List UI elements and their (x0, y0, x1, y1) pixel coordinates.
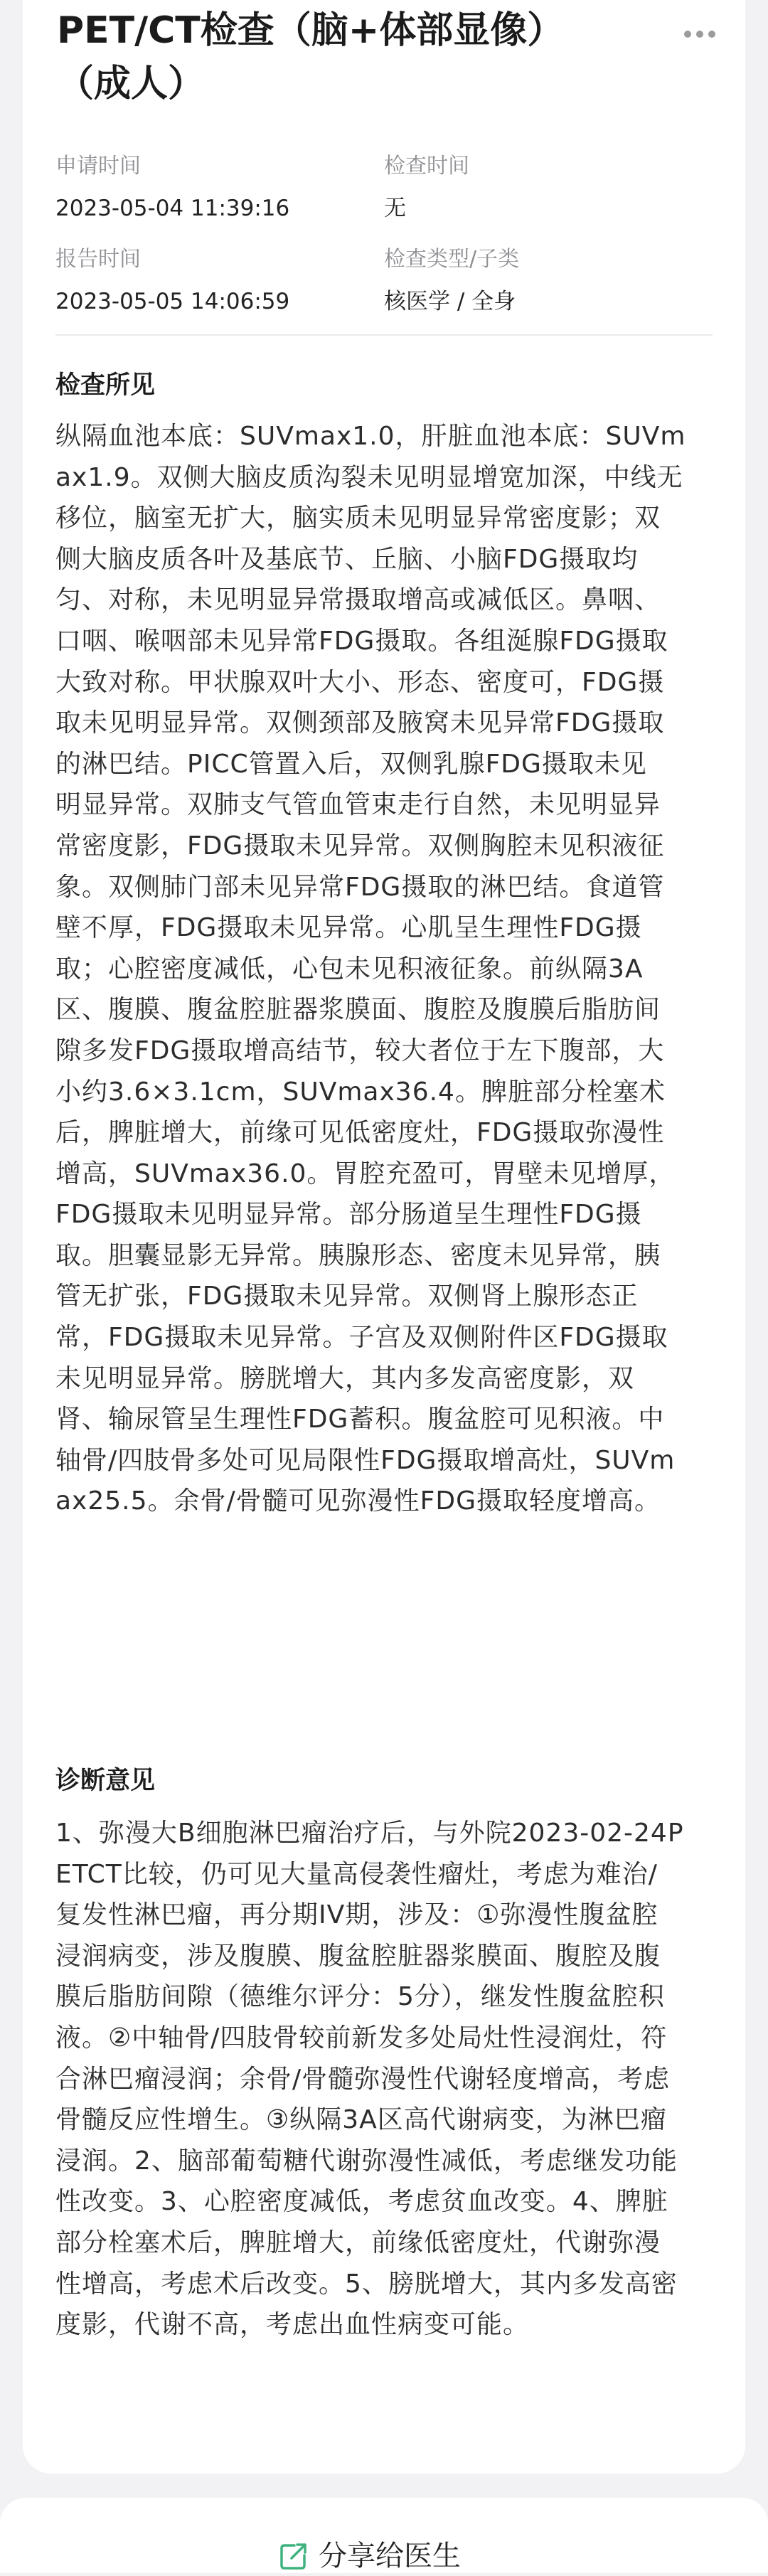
diagnosis-text (55, 1813, 717, 2346)
exam-time-label: 检查时间 (384, 154, 469, 179)
bottom-share-bar (0, 2498, 768, 2573)
diagnosis-text-line: 部分栓塞术后，脾脏增大，前缘低密度灶，代谢弥漫 (55, 2228, 661, 2257)
diagnosis-text-line: 膜后脂肪间隙（德维尔评分：5分），继发性腹盆腔积 (55, 1982, 665, 2012)
findings-text-line: 管无扩张，FDG摄取未见异常。双侧肾上腺形态正 (55, 1282, 639, 1311)
exam-type-label: 检查类型/子类 (384, 247, 520, 272)
report-title-line-1: PET/CT检查（脑+体部显像） (57, 9, 565, 52)
findings-text-line: ax25.5。余骨/骨髓可见弥漫性FDG摄取轻度增高。 (55, 1486, 661, 1516)
diagnosis-text-line: ETCT比较，仍可见大量高侵袭性瘤灶，考虑为难治/ (55, 1859, 658, 1889)
diagnosis-text-line: 性增高，考虑术后改变。5、膀胱增大，其内多发高密 (55, 2269, 678, 2299)
findings-text-line: 口咽、喉咽部未见异常FDG摄取。各组涎腺FDG摄取 (55, 626, 668, 656)
findings-text-line: 侧大脑皮质各叶及基底节、丘脑、小脑FDG摄取均 (55, 544, 639, 574)
report-time-label: 报告时间 (55, 247, 141, 272)
findings-text-line: 轴骨/四肢骨多处可见局限性FDG摄取增高灶，SUVm (55, 1445, 676, 1475)
diagnosis-text-line: 浸润。2、脑部葡萄糖代谢弥漫性减低，考虑继发功能 (55, 2146, 678, 2176)
external-share-icon (277, 2540, 310, 2572)
findings-text-line: 肾、输尿管呈生理性FDG蓄积。腹盆腔可见积液。中 (55, 1405, 665, 1435)
diagnosis-text-line: 液。②中轴骨/四肢骨较前新发多处局灶性浸润灶，符 (55, 2023, 668, 2053)
diagnosis-text-line: 合淋巴瘤浸润；余骨/骨髓弥漫性代谢轻度增高，考虑 (55, 2064, 671, 2094)
apply-time-label: 申请时间 (55, 154, 141, 179)
findings-text-line: 大致对称。甲状腺双叶大小、形态、密度可，FDG摄 (55, 667, 665, 697)
findings-text-line: 移位，脑室无扩大，脑实质未见明显异常密度影；双 (55, 504, 661, 533)
diagnosis-text-line: 性改变。3、心腔密度减低，考虑贫血改变。4、脾脏 (55, 2187, 668, 2217)
apply-time-value: 2023-05-04 11:39:16 (55, 196, 290, 221)
meta-divider (55, 334, 713, 336)
diagnosis-text-line: 1、弥漫大B细胞淋巴瘤治疗后，与外院2023-02-24P (55, 1819, 684, 1848)
findings-text-line: ax1.9。双侧大脑皮质沟裂未见明显增宽加深，中线无 (55, 462, 683, 492)
findings-text-line: 取；心腔密度减低，心包未见积液征象。前纵隔3A (55, 954, 644, 984)
share-to-doctor-button[interactable] (277, 2536, 461, 2576)
findings-text-line: 壁不厚，FDG摄取未见异常。心肌呈生理性FDG摄 (55, 913, 642, 943)
share-to-doctor-label: 分享给医生 (319, 2540, 461, 2572)
findings-text-line: 区、腹膜、腹盆腔脏器浆膜面、腹腔及腹膜后脂肪间 (55, 995, 661, 1025)
exam-time-value: 无 (384, 196, 406, 221)
findings-text (55, 416, 717, 1522)
findings-text-line: 明显异常。双肺支气管血管束走行自然，未见明显异 (55, 790, 661, 820)
diagnosis-title: 诊断意见 (55, 1767, 156, 1795)
diagnosis-text-line: 浸润病变，涉及腹膜、腹盆腔脏器浆膜面、腹腔及腹 (55, 1941, 661, 1971)
report-title (57, 4, 654, 111)
findings-text-line: 隙多发FDG摄取增高结节，较大者位于左下腹部，大 (55, 1036, 665, 1065)
findings-text-line: 常密度影，FDG摄取未见异常。双侧胸腔未见积液征 (55, 831, 665, 861)
findings-text-line: 后，脾脏增大，前缘可见低密度灶，FDG摄取弥漫性 (55, 1118, 665, 1148)
diagnosis-text-line: 度影，代谢不高，考虑出血性病变可能。 (55, 2310, 530, 2340)
exam-type-value: 核医学 / 全身 (384, 289, 516, 314)
findings-text-line: 纵隔血池本底：SUVmax1.0，肝脏血池本底：SUVm (55, 422, 686, 451)
diagnosis-text-line: 骨髓反应性增生。③纵隔3A区高代谢病变，为淋巴瘤 (55, 2105, 667, 2135)
findings-text-line: 小约3.6×3.1cm，SUVmax36.4。脾脏部分栓塞术 (55, 1077, 666, 1107)
diagnosis-text-line: 复发性淋巴瘤，再分期IV期，涉及：①弥漫性腹盆腔 (55, 1900, 658, 1930)
findings-text-line: 常，FDG摄取未见异常。子宫及双侧附件区FDG摄取 (55, 1323, 668, 1353)
report-card (23, 0, 745, 2474)
report-time-value: 2023-05-05 14:06:59 (55, 289, 290, 314)
findings-text-line: 取。胆囊显影无异常。胰腺形态、密度未见异常，胰 (55, 1240, 661, 1270)
findings-text-line: 的淋巴结。PICC管置入后，双侧乳腺FDG摄取未见 (55, 749, 647, 779)
more-dots-icon[interactable] (677, 18, 722, 50)
findings-text-line: 取未见明显异常。双侧颈部及腋窝未见异常FDG摄取 (55, 708, 665, 738)
report-title-line-2: （成人） (57, 63, 206, 105)
findings-text-line: 未见明显异常。膀胱增大，其内多发高密度影，双 (55, 1363, 635, 1393)
findings-text-line: 象。双侧肺门部未见异常FDG摄取的淋巴结。食道管 (55, 872, 665, 902)
findings-text-line: FDG摄取未见明显异常。部分肠道呈生理性FDG摄 (55, 1200, 642, 1230)
findings-text-line: 匀、对称，未见明显异常摄取增高或减低区。鼻咽、 (55, 585, 661, 615)
findings-title: 检查所见 (55, 371, 156, 400)
findings-text-line: 增高，SUVmax36.0。胃腔充盈可，胃壁未见增厚， (55, 1159, 676, 1188)
